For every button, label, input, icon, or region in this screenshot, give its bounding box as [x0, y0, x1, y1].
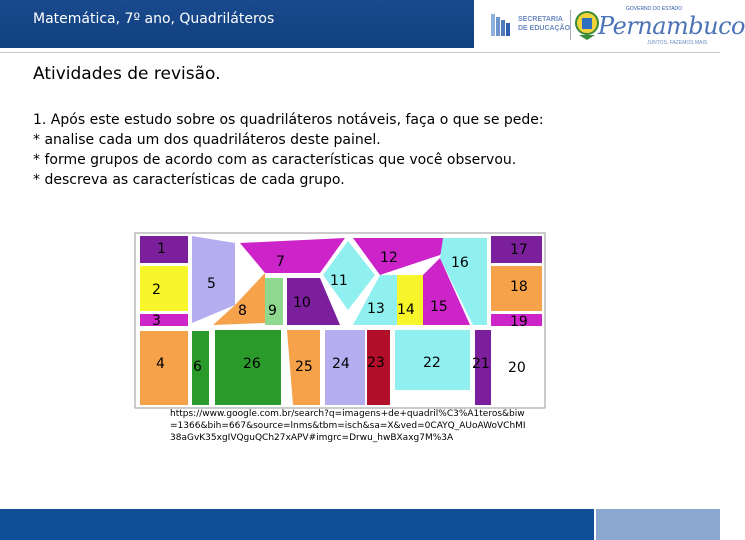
quad-label-8: 8 [238, 303, 247, 319]
image-source-link[interactable]: https://www.google.com.br/search?q=imagens+de+quadril%C3%A1teros&biw=1366&bih=667&source=lnms&tbm=isch&sa=X&ved=0CAYQ_AUoAWoVChMI38aGvK35xgIVQguQCh27xAPV#imgrc=Drwu_hwBXaxg7M%3A [170, 409, 526, 443]
secretaria-logo-icon [490, 12, 512, 38]
quad-label-22: 22 [423, 355, 441, 371]
instructions [33, 110, 633, 190]
quad-2 [140, 266, 188, 311]
quad-label-13: 13 [367, 301, 385, 317]
quad-label-15: 15 [430, 299, 448, 315]
quad-label-25: 25 [295, 359, 313, 375]
quad-label-11: 11 [330, 273, 348, 289]
header-divider [0, 52, 720, 53]
page-title: Matemática, 7º ano, Quadriláteros [33, 11, 275, 27]
quad-label-10: 10 [293, 295, 311, 311]
header [0, 0, 745, 48]
coat-of-arms-icon [574, 9, 600, 41]
footer-accent [596, 509, 720, 540]
quad-label-9: 9 [268, 303, 277, 319]
quad-label-1: 1 [157, 241, 166, 257]
pernambuco-logo-text: Pernambuco [598, 12, 745, 40]
quad-label-16: 16 [451, 255, 469, 271]
quad-label-7: 7 [276, 254, 285, 270]
quad-label-18: 18 [510, 279, 528, 295]
governo-text: GOVERNO DO ESTADO [626, 6, 683, 12]
quad-label-5: 5 [207, 276, 216, 292]
quad-label-24: 24 [332, 356, 350, 372]
instruction-line: 1. Após este estudo sobre os quadriláteros notáveis, faça o que se pede: [33, 112, 544, 128]
logos [480, 4, 745, 46]
quad-label-19: 19 [510, 314, 528, 330]
instruction-line: * forme grupos de acordo com as características que você observou. [33, 152, 517, 168]
tagline-text: JUNTOS, FAZEMOS MAIS [647, 40, 708, 46]
footer-bar [0, 509, 594, 540]
instruction-line: * analise cada um dos quadriláteros deste painel. [33, 132, 381, 148]
quad-label-20: 20 [508, 360, 526, 376]
quad-label-3: 3 [152, 313, 161, 329]
quad-label-26: 26 [243, 356, 261, 372]
footer [0, 509, 720, 540]
quad-label-23: 23 [367, 355, 385, 371]
quad-label-2: 2 [152, 282, 161, 298]
logo-separator [570, 10, 571, 40]
quad-label-12: 12 [380, 250, 398, 266]
quad-label-6: 6 [193, 359, 202, 375]
quad-3 [140, 314, 188, 326]
quadrilaterals-panel [135, 233, 545, 408]
section-title: Atividades de revisão. [33, 64, 221, 84]
quad-label-17: 17 [510, 242, 528, 258]
instruction-line: * descreva as características de cada grupo. [33, 172, 345, 188]
header-bar [0, 0, 474, 48]
quad-label-21: 21 [472, 356, 490, 372]
quad-label-4: 4 [156, 356, 165, 372]
secretaria-text: SECRETARIA DE EDUCAÇÃO [518, 16, 571, 32]
quad-label-14: 14 [397, 302, 415, 318]
